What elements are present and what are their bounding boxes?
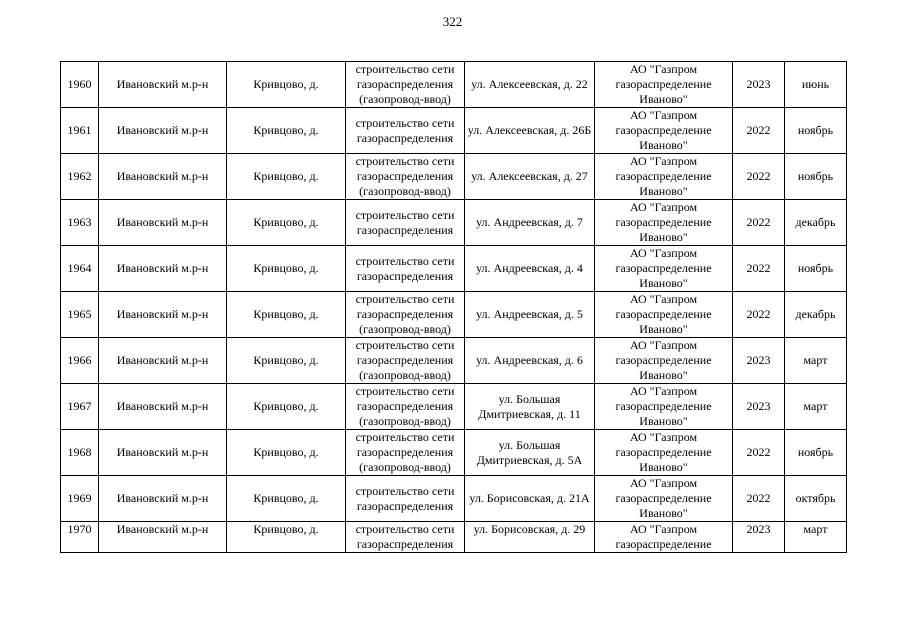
table-row [61,108,847,154]
table-row [61,62,847,108]
district-cell: Ивановский м.р-н [99,292,227,338]
table-row [61,246,847,292]
month-cell: ноябрь [785,430,847,476]
operator-cell: АО "Газпром газораспределение Иваново" [595,62,733,108]
table-row [61,522,847,553]
month-cell: март [785,522,847,553]
operator-cell: АО "Газпром газораспределение Иваново" [595,476,733,522]
district-cell: Ивановский м.р-н [99,384,227,430]
locality-cell: Кривцово, д. [227,200,346,246]
work-type-cell: строительство сети газораспределения [346,108,465,154]
row-number-cell: 1963 [61,200,99,246]
address-cell: ул. Большая Дмитриевская, д. 5А [465,430,595,476]
year-cell: 2022 [733,430,785,476]
address-cell: ул. Андреевская, д. 4 [465,246,595,292]
row-number-cell: 1967 [61,384,99,430]
year-cell: 2023 [733,522,785,553]
table-row [61,384,847,430]
locality-cell: Кривцово, д. [227,430,346,476]
table-row [61,154,847,200]
district-cell: Ивановский м.р-н [99,430,227,476]
operator-cell: АО "Газпром газораспределение Иваново" [595,292,733,338]
operator-cell: АО "Газпром газораспределение Иваново" [595,154,733,200]
operator-cell: АО "Газпром газораспределение Иваново" [595,200,733,246]
district-cell: Ивановский м.р-н [99,108,227,154]
month-cell: ноябрь [785,246,847,292]
work-type-cell: строительство сети газораспределения (газопровод-ввод) [346,154,465,200]
district-cell: Ивановский м.р-н [99,62,227,108]
district-cell: Ивановский м.р-н [99,246,227,292]
work-type-cell: строительство сети газораспределения (газопровод-ввод) [346,292,465,338]
locality-cell: Кривцово, д. [227,154,346,200]
page-number: 322 [442,14,463,29]
table-row [61,338,847,384]
district-cell: Ивановский м.р-н [99,522,227,553]
address-cell: ул. Андреевская, д. 5 [465,292,595,338]
locality-cell: Кривцово, д. [227,338,346,384]
month-cell: октябрь [785,476,847,522]
year-cell: 2023 [733,62,785,108]
month-cell: ноябрь [785,154,847,200]
address-cell: ул. Большая Дмитриевская, д. 11 [465,384,595,430]
year-cell: 2022 [733,476,785,522]
row-number-cell: 1966 [61,338,99,384]
table-row [61,200,847,246]
year-cell: 2022 [733,154,785,200]
address-cell: ул. Алексеевская, д. 22 [465,62,595,108]
locality-cell: Кривцово, д. [227,62,346,108]
year-cell: 2022 [733,292,785,338]
year-cell: 2022 [733,108,785,154]
row-number-cell: 1964 [61,246,99,292]
locality-cell: Кривцово, д. [227,476,346,522]
row-number-cell: 1962 [61,154,99,200]
year-cell: 2023 [733,338,785,384]
month-cell: март [785,338,847,384]
year-cell: 2022 [733,200,785,246]
gas-network-table [60,61,847,553]
address-cell: ул. Борисовская, д. 21А [465,476,595,522]
locality-cell: Кривцово, д. [227,108,346,154]
row-number-cell: 1968 [61,430,99,476]
operator-cell: АО "Газпром газораспределение Иваново" [595,246,733,292]
district-cell: Ивановский м.р-н [99,338,227,384]
row-number-cell: 1970 [61,522,99,553]
work-type-cell: строительство сети газораспределения (газопровод-ввод) [346,430,465,476]
locality-cell: Кривцово, д. [227,246,346,292]
row-number-cell: 1960 [61,62,99,108]
work-type-cell: строительство сети газораспределения (газопровод-ввод) [346,384,465,430]
locality-cell: Кривцово, д. [227,522,346,553]
address-cell: ул. Алексеевская, д. 27 [465,154,595,200]
row-number-cell: 1969 [61,476,99,522]
operator-cell: АО "Газпром газораспределение Иваново" [595,338,733,384]
month-cell: декабрь [785,200,847,246]
table-body [61,62,847,553]
locality-cell: Кривцово, д. [227,384,346,430]
address-cell: ул. Андреевская, д. 7 [465,200,595,246]
work-type-cell: строительство сети газораспределения [346,200,465,246]
year-cell: 2022 [733,246,785,292]
address-cell: ул. Борисовская, д. 29 [465,522,595,553]
work-type-cell: строительство сети газораспределения (газопровод-ввод) [346,338,465,384]
year-cell: 2023 [733,384,785,430]
row-number-cell: 1961 [61,108,99,154]
district-cell: Ивановский м.р-н [99,476,227,522]
district-cell: Ивановский м.р-н [99,154,227,200]
table-row [61,476,847,522]
operator-cell: АО "Газпром газораспределение [595,522,733,553]
operator-cell: АО "Газпром газораспределение Иваново" [595,108,733,154]
operator-cell: АО "Газпром газораспределение Иваново" [595,384,733,430]
work-type-cell: строительство сети газораспределения [346,476,465,522]
table-row [61,430,847,476]
address-cell: ул. Андреевская, д. 6 [465,338,595,384]
month-cell: июнь [785,62,847,108]
address-cell: ул. Алексеевская, д. 26Б [465,108,595,154]
work-type-cell: строительство сети газораспределения (газопровод-ввод) [346,62,465,108]
row-number-cell: 1965 [61,292,99,338]
month-cell: март [785,384,847,430]
operator-cell: АО "Газпром газораспределение Иваново" [595,430,733,476]
work-type-cell: строительство сети газораспределения [346,246,465,292]
month-cell: декабрь [785,292,847,338]
work-type-cell: строительство сети газораспределения [346,522,465,553]
district-cell: Ивановский м.р-н [99,200,227,246]
locality-cell: Кривцово, д. [227,292,346,338]
table-row [61,292,847,338]
month-cell: ноябрь [785,108,847,154]
